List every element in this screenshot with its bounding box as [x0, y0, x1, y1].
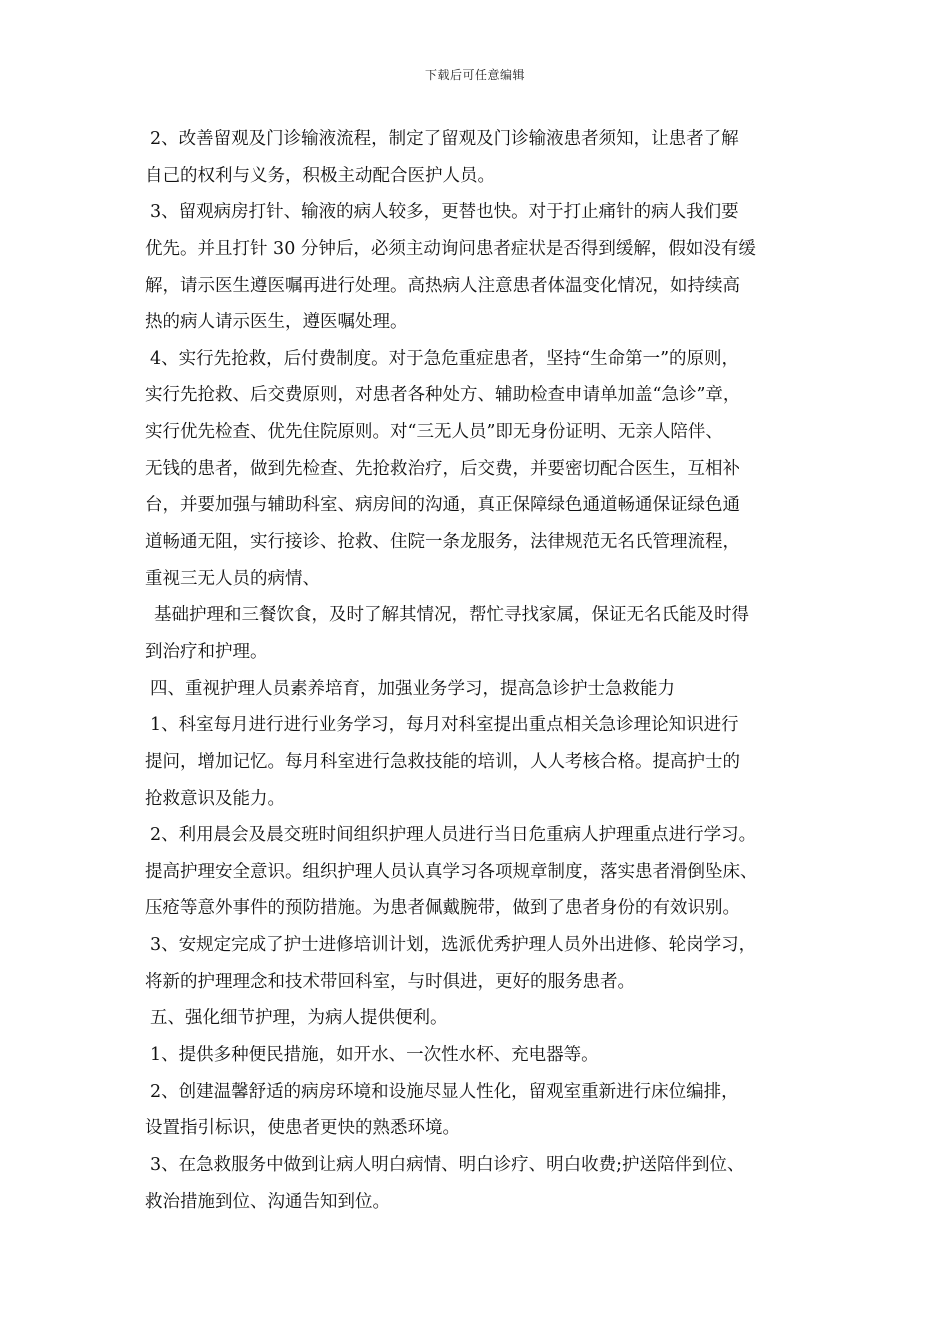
paragraph-line: 2、利用晨会及晨交班时间组织护理人员进行当日危重病人护理重点进行学习。	[150, 825, 757, 846]
page-header: 下载后可任意编辑	[424, 68, 525, 82]
section-heading: 四、重视护理人员素养培育，加强业务学习，提高急诊护士急救能力	[150, 678, 675, 699]
paragraph-line: 设置指引标识，使患者更快的熟悉环境。	[145, 1118, 460, 1139]
paragraph-line: 基础护理和三餐饮食，及时了解其情况，帮忙寻找家属，保证无名氏能及时得	[154, 605, 749, 626]
paragraph-line: 将新的护理理念和技术带回科室，与时俱进，更好的服务患者。	[145, 971, 635, 992]
paragraph-line: 4、实行先抢救，后付费制度。对于急危重症患者，坚持“生命第一”的原则，	[150, 348, 740, 369]
paragraph-line: 1、科室每月进行进行业务学习，每月对科室提出重点相关急诊理论知识进行	[150, 715, 739, 736]
paragraph-line: 2、创建温馨舒适的病房环境和设施尽显人性化，留观室重新进行床位编排，	[150, 1081, 739, 1102]
paragraph-line: 1、提供多种便民措施，如开水、一次性水杯、充电器等。	[150, 1045, 599, 1066]
paragraph-line: 重视三无人员的病情、	[145, 568, 320, 589]
paragraph-line: 3、留观病房打针、输液的病人较多，更替也快。对于打止痛针的病人我们要	[150, 202, 739, 223]
paragraph-line: 3、安规定完成了护士进修培训计划，选派优秀护理人员外出进修、轮岗学习，	[150, 935, 757, 956]
paragraph-line: 自己的权利与义务，积极主动配合医护人员。	[145, 165, 495, 186]
paragraph-line: 3、在急救服务中做到让病人明白病情、明白诊疗、明白收费;护送陪伴到位、	[150, 1154, 745, 1175]
paragraph-line: 道畅通无阻，实行接诊、抢救、住院一条龙服务，法律规范无名氏管理流程，	[145, 532, 740, 553]
paragraph-line: 优先。并且打针 30 分钟后，必须主动询问患者症状是否得到缓解，假如没有缓	[145, 238, 756, 259]
section-heading: 五、强化细节护理，为病人提供便利。	[150, 1008, 448, 1029]
paragraph-line: 无钱的患者，做到先检查、先抢救治疗，后交费，并要密切配合医生，互相补	[145, 458, 740, 479]
document-body	[145, 121, 813, 1220]
paragraph-line: 救治措施到位、沟通告知到位。	[145, 1191, 390, 1212]
paragraph-line: 实行优先检查、优先住院原则。对“三无人员”即无身份证明、无亲人陪伴、	[145, 422, 723, 443]
paragraph-line: 热的病人请示医生，遵医嘱处理。	[145, 312, 408, 333]
paragraph-line: 提问，增加记忆。每月科室进行急救技能的培训，人人考核合格。提高护士的	[145, 751, 740, 772]
paragraph-line: 压疮等意外事件的预防措施。为患者佩戴腕带，做到了患者身份的有效识别。	[145, 898, 740, 919]
paragraph-line: 提高护理安全意识。组织护理人员认真学习各项规章制度，落实患者滑倒坠床、	[145, 861, 758, 882]
paragraph-line: 解，请示医生遵医嘱再进行处理。高热病人注意患者体温变化情况，如持续高	[145, 275, 740, 296]
paragraph-line: 到治疗和护理。	[145, 641, 268, 662]
paragraph-line: 实行先抢救、后交费原则，对患者各种处方、辅助检查申请单加盖“急诊”章，	[145, 385, 741, 406]
paragraph-line: 2、改善留观及门诊输液流程，制定了留观及门诊输液患者须知，让患者了解	[150, 129, 739, 149]
paragraph-line: 台，并要加强与辅助科室、病房间的沟通，真正保障绿色通道畅通保证绿色通	[145, 495, 740, 516]
paragraph-line: 抢救意识及能力。	[145, 788, 285, 809]
